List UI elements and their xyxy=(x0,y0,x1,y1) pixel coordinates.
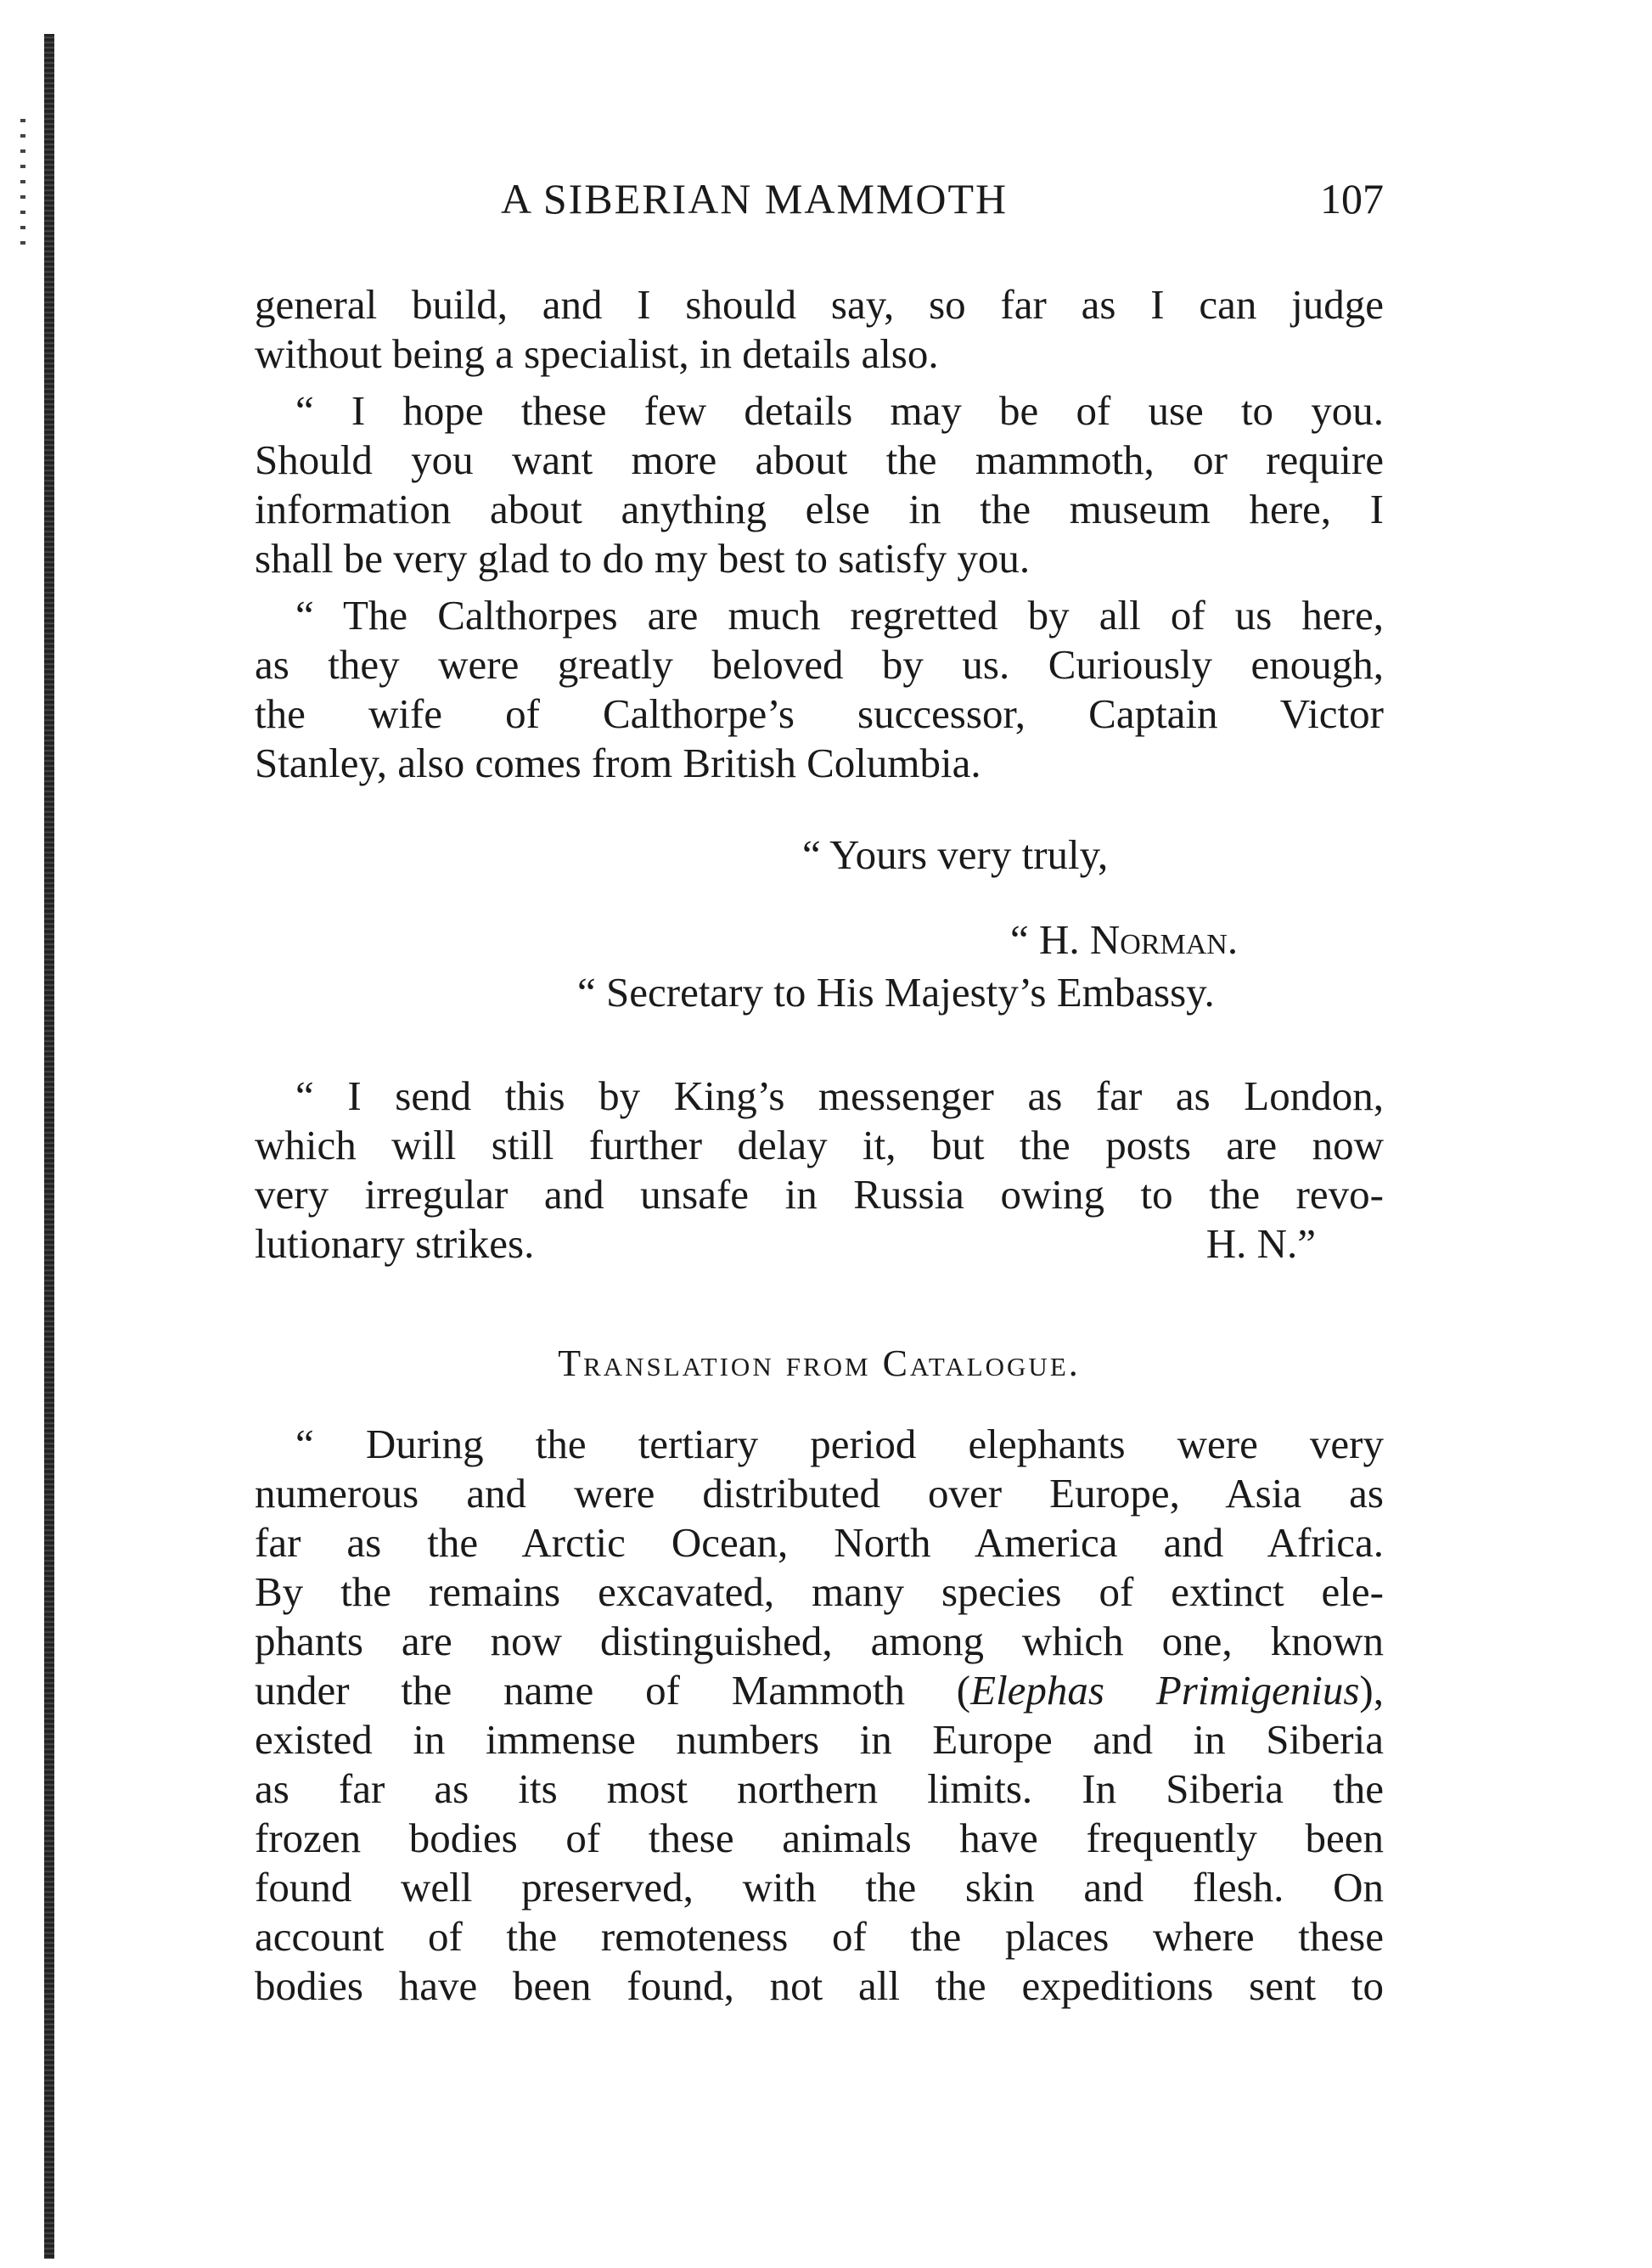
text-line: account of the remoteness of the places where these xyxy=(255,1913,1384,1960)
text-line: bodies have been found, not all the expeditions sent to xyxy=(255,1962,1384,2009)
scan-specks xyxy=(20,119,25,255)
letter-signature-title: “ Secretary to His Majesty’s Embassy. xyxy=(577,969,1215,1016)
text-line: general build, and I should say, so far as I can judge xyxy=(255,281,1384,328)
running-head xyxy=(255,174,1384,225)
text-line: information about anything else in the museum here, I xyxy=(255,486,1384,532)
text-fragment: ), xyxy=(1359,1667,1384,1714)
book-spine-edge xyxy=(44,34,54,2259)
text-line: “ I hope these few details may be of use to you. xyxy=(295,387,1384,434)
postscript-last-line-text: lutionary strikes. xyxy=(255,1220,535,1267)
text-line: Should you want more about the mammoth, or require xyxy=(255,436,1384,483)
text-line: “ I send this by King’s messenger as far as London, xyxy=(295,1072,1384,1119)
text-line: frozen bodies of these animals have frequently been xyxy=(255,1815,1384,1861)
text-line: as they were greatly beloved by us. Curiously enough, xyxy=(255,641,1384,688)
letter-signature: “ H. Norman. xyxy=(1010,916,1239,963)
page-number: 107 xyxy=(1320,175,1384,222)
running-title: A SIBERIAN MAMMOTH xyxy=(501,175,1009,222)
text-line: far as the Arctic Ocean, North America and Africa. xyxy=(255,1519,1384,1566)
text-line: phants are now distinguished, among which one, known xyxy=(255,1618,1384,1664)
text-line: very irregular and unsafe in Russia owing to the revo- xyxy=(255,1171,1384,1218)
text-line: the wife of Calthorpe’s successor, Captain Victor xyxy=(255,690,1384,737)
text-line: shall be very glad to do my best to satisfy you. xyxy=(255,535,1031,582)
letter-closing: “ Yours very truly, xyxy=(802,831,1109,878)
postscript-last-line xyxy=(255,1219,1384,1269)
text-line: without being a specialist, in details also. xyxy=(255,330,939,377)
text-line: numerous and were distributed over Europe, Asia as xyxy=(255,1470,1384,1517)
section-heading: Translation from Catalogue. xyxy=(558,1342,1081,1384)
postscript-initials: H. N.” xyxy=(1205,1220,1316,1267)
text-line: By the remains excavated, many species of extinct ele- xyxy=(255,1568,1384,1615)
text-line: Stanley, also comes from British Columbia. xyxy=(255,740,981,786)
text-line: existed in immense numbers in Europe and in Siberia xyxy=(255,1716,1384,1763)
text-line-with-italic xyxy=(255,1666,1384,1715)
text-line: as far as its most northern limits. In Siberia the xyxy=(255,1765,1384,1812)
text-line: found well preserved, with the skin and flesh. On xyxy=(255,1864,1384,1911)
text-fragment: under the name of Mammoth ( xyxy=(255,1667,971,1714)
text-line: “ The Calthorpes are much regretted by all of us here, xyxy=(295,592,1384,639)
text-line: which will still further delay it, but the posts are now xyxy=(255,1122,1384,1168)
text-line: “ During the tertiary period elephants were very xyxy=(295,1421,1384,1467)
species-name: Elephas Primigenius xyxy=(970,1667,1360,1714)
